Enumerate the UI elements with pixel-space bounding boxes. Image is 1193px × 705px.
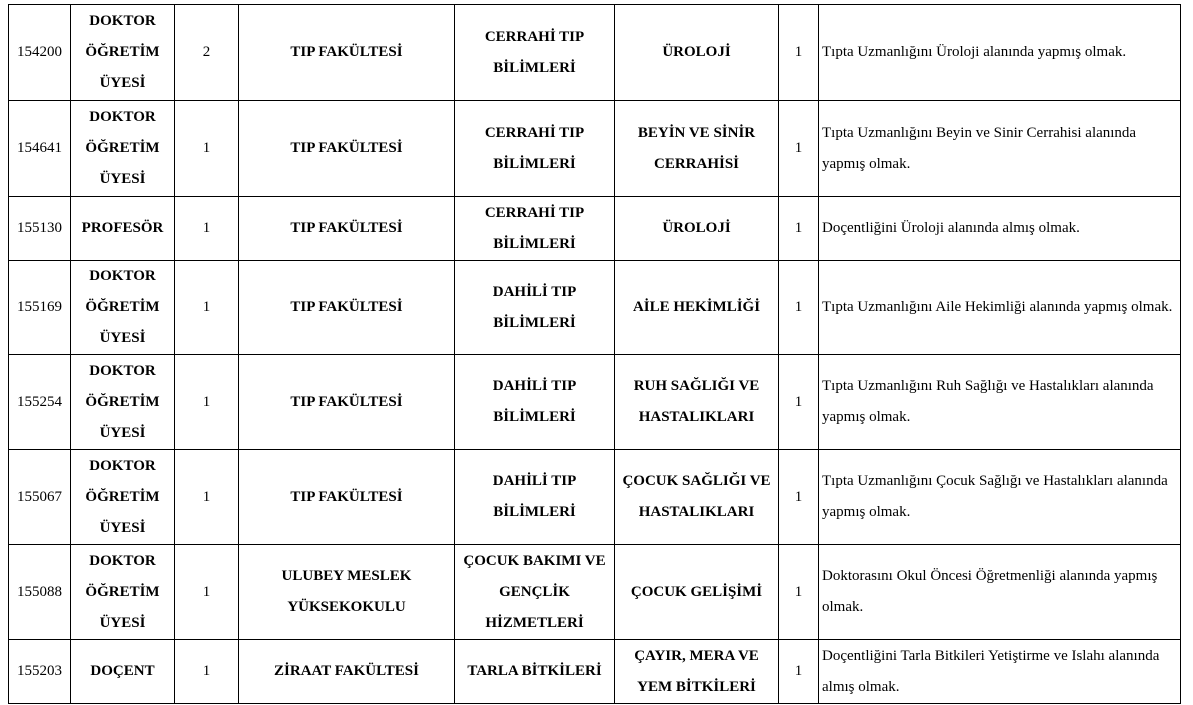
faculty-name: ZİRAAT FAKÜLTESİ	[239, 640, 455, 704]
requirement-text: Doktorasını Okul Öncesi Öğretmenliği alanında yapmış olmak.	[819, 545, 1181, 640]
academic-title: DOKTOR ÖĞRETİM ÜYESİ	[71, 261, 175, 355]
academic-title: DOKTOR ÖĞRETİM ÜYESİ	[71, 355, 175, 450]
quota: 1	[779, 545, 819, 640]
academic-title: PROFESÖR	[71, 197, 175, 261]
academic-title: DOKTOR ÖĞRETİM ÜYESİ	[71, 450, 175, 545]
field-name: ÜROLOJİ	[615, 197, 779, 261]
position-code: 155130	[9, 197, 71, 261]
positions-table	[8, 4, 1181, 704]
requirement-text: Tıpta Uzmanlığını Aile Hekimliği alanında yapmış olmak.	[819, 261, 1181, 355]
field-name: ÇOCUK GELİŞİMİ	[615, 545, 779, 640]
position-count: 2	[175, 5, 239, 101]
faculty-name: TIP FAKÜLTESİ	[239, 355, 455, 450]
quota: 1	[779, 197, 819, 261]
position-code: 155067	[9, 450, 71, 545]
table-row	[9, 197, 1181, 261]
position-count: 1	[175, 101, 239, 197]
requirement-text: Tıpta Uzmanlığını Üroloji alanında yapmış olmak.	[819, 5, 1181, 101]
quota: 1	[779, 101, 819, 197]
position-count: 1	[175, 261, 239, 355]
department-name: CERRAHİ TIP BİLİMLERİ	[455, 5, 615, 101]
position-code: 155203	[9, 640, 71, 704]
table-row	[9, 640, 1181, 704]
academic-title: DOÇENT	[71, 640, 175, 704]
field-name: RUH SAĞLIĞI VE HASTALIKLARI	[615, 355, 779, 450]
position-count: 1	[175, 640, 239, 704]
position-code: 155169	[9, 261, 71, 355]
table-row	[9, 545, 1181, 640]
department-name: DAHİLİ TIP BİLİMLERİ	[455, 355, 615, 450]
faculty-name: TIP FAKÜLTESİ	[239, 261, 455, 355]
quota: 1	[779, 261, 819, 355]
department-name: CERRAHİ TIP BİLİMLERİ	[455, 197, 615, 261]
position-count: 1	[175, 545, 239, 640]
table-row	[9, 5, 1181, 101]
faculty-name: TIP FAKÜLTESİ	[239, 101, 455, 197]
faculty-name: TIP FAKÜLTESİ	[239, 5, 455, 101]
table-row	[9, 450, 1181, 545]
position-count: 1	[175, 355, 239, 450]
quota: 1	[779, 450, 819, 545]
department-name: DAHİLİ TIP BİLİMLERİ	[455, 450, 615, 545]
academic-title: DOKTOR ÖĞRETİM ÜYESİ	[71, 5, 175, 101]
department-name: CERRAHİ TIP BİLİMLERİ	[455, 101, 615, 197]
position-code: 155254	[9, 355, 71, 450]
position-code: 154641	[9, 101, 71, 197]
department-name: ÇOCUK BAKIMI VE GENÇLİK HİZMETLERİ	[455, 545, 615, 640]
quota: 1	[779, 640, 819, 704]
field-name: AİLE HEKİMLİĞİ	[615, 261, 779, 355]
position-code: 155088	[9, 545, 71, 640]
requirement-text: Doçentliğini Tarla Bitkileri Yetiştirme ve Islahı alanında almış olmak.	[819, 640, 1181, 704]
field-name: ÇOCUK SAĞLIĞI VE HASTALIKLARI	[615, 450, 779, 545]
table-row	[9, 261, 1181, 355]
field-name: ÜROLOJİ	[615, 5, 779, 101]
table-row	[9, 355, 1181, 450]
department-name: DAHİLİ TIP BİLİMLERİ	[455, 261, 615, 355]
field-name: BEYİN VE SİNİR CERRAHİSİ	[615, 101, 779, 197]
requirement-text: Tıpta Uzmanlığını Ruh Sağlığı ve Hastalıkları alanında yapmış olmak.	[819, 355, 1181, 450]
quota: 1	[779, 355, 819, 450]
position-count: 1	[175, 197, 239, 261]
requirement-text: Tıpta Uzmanlığını Çocuk Sağlığı ve Hastalıkları alanında yapmış olmak.	[819, 450, 1181, 545]
position-count: 1	[175, 450, 239, 545]
field-name: ÇAYIR, MERA VE YEM BİTKİLERİ	[615, 640, 779, 704]
position-code: 154200	[9, 5, 71, 101]
faculty-name: TIP FAKÜLTESİ	[239, 197, 455, 261]
table-row	[9, 101, 1181, 197]
department-name: TARLA BİTKİLERİ	[455, 640, 615, 704]
requirement-text: Tıpta Uzmanlığını Beyin ve Sinir Cerrahisi alanında yapmış olmak.	[819, 101, 1181, 197]
academic-title: DOKTOR ÖĞRETİM ÜYESİ	[71, 101, 175, 197]
faculty-name: TIP FAKÜLTESİ	[239, 450, 455, 545]
faculty-name: ULUBEY MESLEK YÜKSEKOKULU	[239, 545, 455, 640]
academic-title: DOKTOR ÖĞRETİM ÜYESİ	[71, 545, 175, 640]
requirement-text: Doçentliğini Üroloji alanında almış olmak.	[819, 197, 1181, 261]
quota: 1	[779, 5, 819, 101]
